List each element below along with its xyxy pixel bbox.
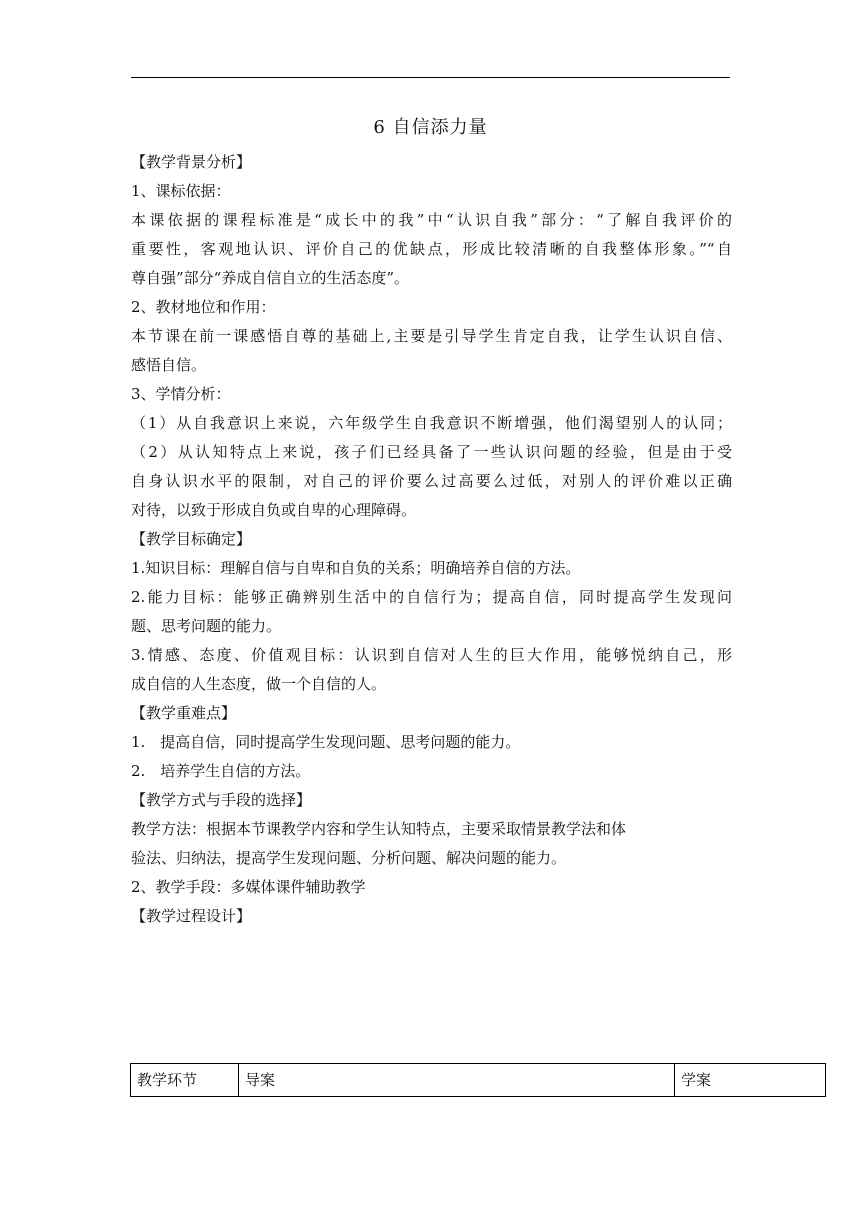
paragraph-line: 尊自强”部分“养成自信自立的生活态度”。 — [131, 269, 410, 287]
subheading-textbook-role: 2、教材地位和作用： — [131, 298, 276, 316]
paragraph-line: 2、教学手段：多媒体课件辅助教学 — [131, 878, 366, 896]
section-heading-methods: 【教学方式与手段的选择】 — [131, 791, 312, 809]
section-heading-background: 【教学背景分析】 — [131, 153, 252, 171]
table-header-cell: 导案 — [239, 1064, 675, 1097]
list-item: 1. 提高自信，同时提高学生发现问题、思考问题的能力。 — [131, 733, 521, 751]
paragraph-line: 重要性，客观地认识、评价自己的优缺点，形成比较清晰的自我整体形象。”“自 — [131, 240, 732, 258]
list-item: 1.知识目标：理解自信与自卑和自负的关系；明确培养自信的方法。 — [131, 559, 581, 577]
list-item: 题、思考问题的能力。 — [131, 617, 282, 635]
paragraph-line: 对待，以致于形成自负或自卑的心理障碍。 — [131, 501, 417, 519]
paragraph-line: 本课依据的课程标准是“成长中的我”中“认识自我”部分：“了解自我评价的 — [131, 211, 732, 229]
section-heading-objectives: 【教学目标确定】 — [131, 530, 252, 548]
document-body — [131, 148, 732, 931]
paragraph-line: 本节课在前一课感悟自尊的基础上,主要是引导学生肯定自我，让学生认识自信、 — [131, 327, 732, 345]
section-heading-key-points: 【教学重难点】 — [131, 704, 237, 722]
process-table — [130, 1063, 826, 1097]
table-header-cell: 学案 — [675, 1064, 826, 1097]
paragraph-line: （2）从认知特点上来说，孩子们已经具备了一些认识问题的经验，但是由于受 — [131, 443, 732, 461]
paragraph-line: 教学方法：根据本节课教学内容和学生认知特点，主要采取情景教学法和体 — [131, 820, 627, 838]
page-title: 6 自信添力量 — [373, 117, 488, 138]
list-item: 3.情感、态度、价值观目标：认识到自信对人生的巨大作用，能够悦纳自己，形 — [131, 646, 732, 664]
list-item: 2. 培养学生自信的方法。 — [131, 762, 311, 780]
list-item: 成自信的人生态度，做一个自信的人。 — [131, 675, 387, 693]
paragraph-line: （1）从自我意识上来说，六年级学生自我意识不断增强，他们渴望别人的认同； — [131, 414, 732, 432]
section-heading-process: 【教学过程设计】 — [131, 907, 252, 925]
paragraph-line: 验法、归纳法，提高学生发现问题、分析问题、解决问题的能力。 — [131, 849, 567, 867]
list-item: 2.能力目标：能够正确辨别生活中的自信行为；提高自信，同时提高学生发现问 — [131, 588, 732, 606]
subheading-student-analysis: 3、学情分析： — [131, 385, 231, 403]
header-rule — [131, 77, 730, 78]
paragraph-line: 感悟自信。 — [131, 356, 207, 374]
table-header-cell: 教学环节 — [131, 1064, 239, 1097]
table-header-row — [131, 1064, 826, 1097]
paragraph-line: 自身认识水平的限制，对自己的评价要么过高要么过低，对别人的评价难以正确 — [131, 472, 732, 490]
subheading-curriculum-basis: 1、课标依据： — [131, 182, 231, 200]
